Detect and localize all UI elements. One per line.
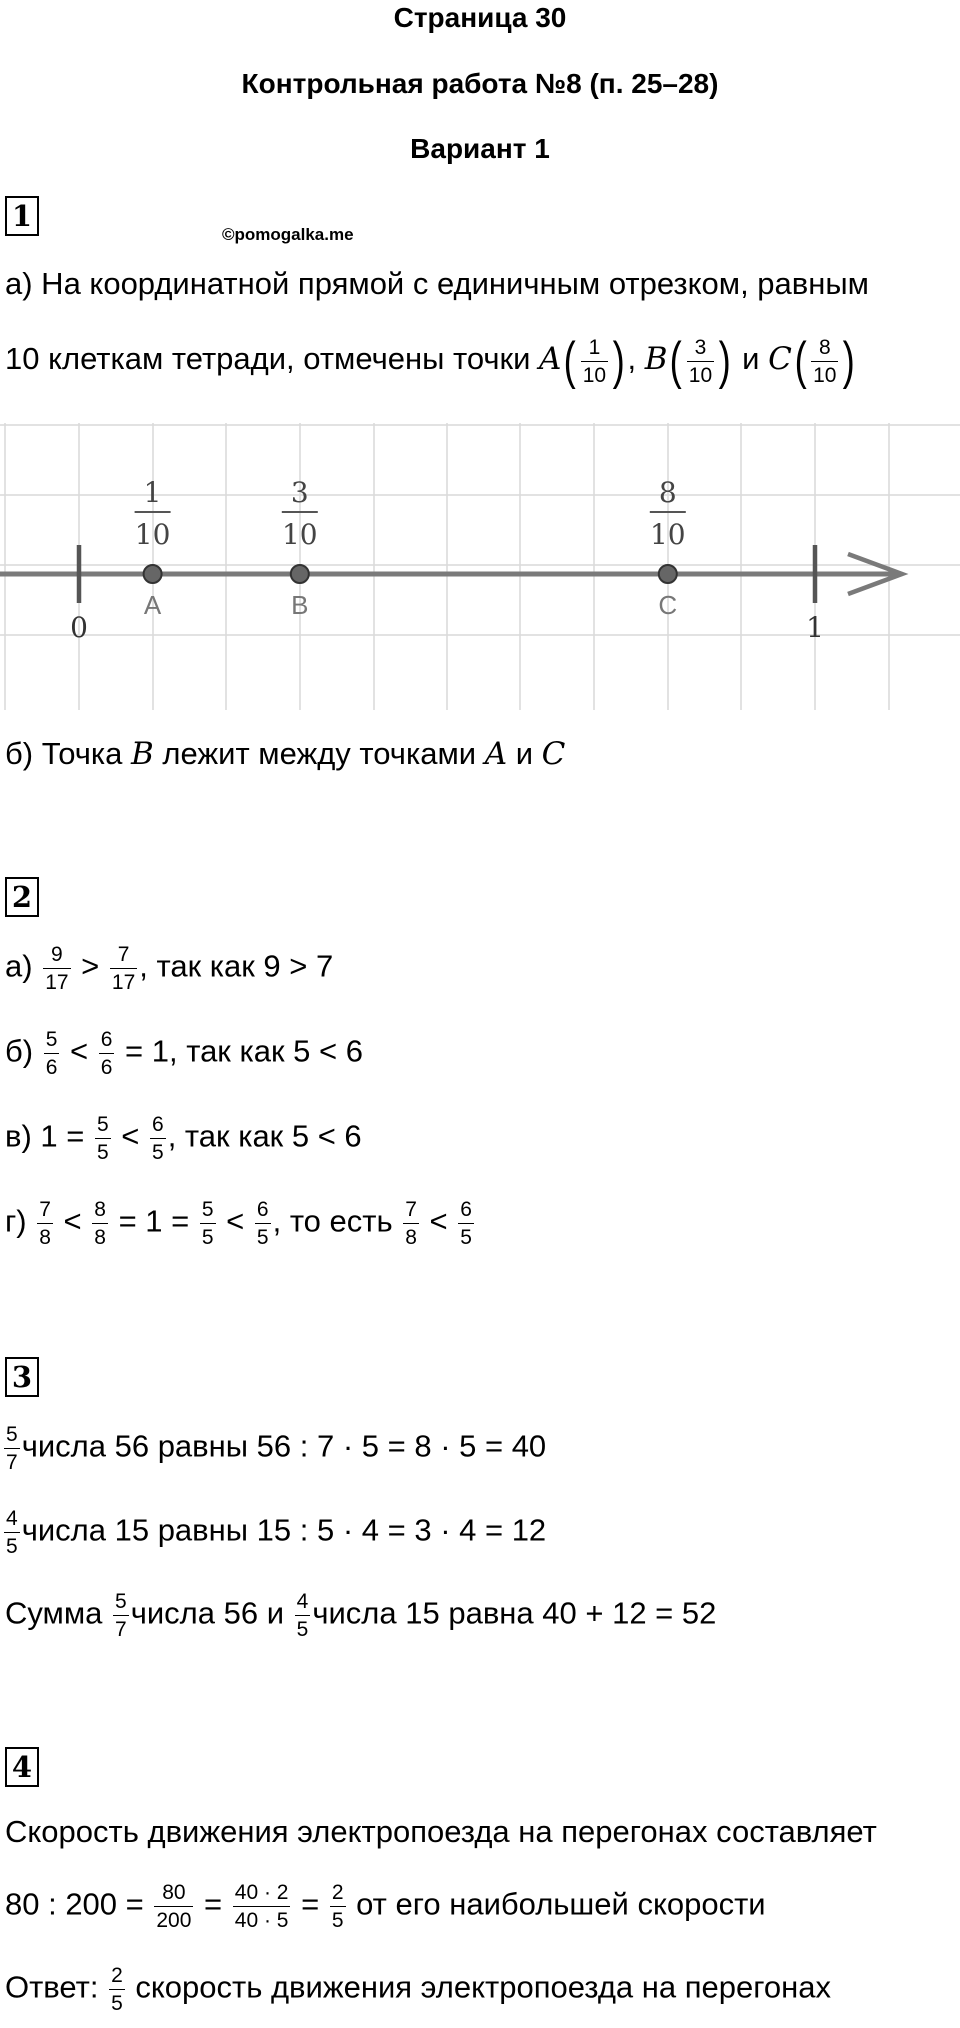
label-one: 1	[806, 611, 824, 644]
op: <	[61, 1033, 97, 1069]
num: 5	[200, 1199, 216, 1224]
tail: числа 15 равна 40 + 12 = 52	[312, 1595, 717, 1631]
den: 7	[6, 1451, 18, 1474]
prefix: Ответ:	[5, 1969, 108, 2005]
den: 5	[296, 1618, 309, 1641]
den: 40 · 5	[234, 1909, 289, 1932]
den: 5	[6, 1535, 18, 1558]
point-b-label: B	[644, 341, 668, 378]
num: 7	[37, 1199, 53, 1224]
task3-line3	[5, 1591, 716, 1640]
den: 8	[39, 1226, 51, 1249]
num: 2	[330, 1882, 346, 1907]
frac-b-num: 3	[687, 337, 714, 362]
den: 17	[111, 971, 136, 994]
point-b-marker	[291, 565, 309, 583]
frac-c-num: 8	[811, 337, 838, 362]
num: 4	[4, 1508, 20, 1533]
task1-a-line2-text: 10 клеткам тетради, отмечены точки	[5, 341, 540, 377]
tail: , так как 5 < 6	[167, 1118, 362, 1154]
den: 8	[94, 1226, 106, 1249]
den: 200	[156, 1909, 192, 1932]
den: 6	[100, 1056, 113, 1079]
and-word: и	[742, 341, 760, 377]
task2-a	[5, 944, 333, 993]
task4-line1: Скорость движения электропоезда на перегонах составляет	[5, 1814, 877, 1849]
num: 4	[295, 1591, 311, 1616]
num: 8	[92, 1199, 108, 1224]
task-number-3: 3	[5, 1357, 39, 1397]
den: 5	[111, 1992, 123, 2015]
point-a-numerator: 1	[143, 476, 162, 509]
text: числа 15 равны 15 : 5 · 4 = 3 · 4 = 12	[21, 1512, 547, 1548]
eq: =	[195, 1886, 231, 1922]
op: <	[420, 1203, 457, 1239]
variant-title: Вариант 1	[410, 133, 550, 164]
tail: , так как 9 > 7	[139, 948, 334, 984]
num: 5	[4, 1424, 20, 1449]
op: <	[54, 1203, 91, 1239]
work-title: Контрольная работа №8 (п. 25–28)	[241, 68, 719, 99]
point-b-numerator: 3	[290, 476, 309, 509]
task2-b	[5, 1029, 363, 1078]
den: 5	[460, 1226, 472, 1249]
b-prefix: б) Точка	[5, 736, 132, 771]
task2-c	[5, 1114, 362, 1163]
page-title: Страница 30	[393, 2, 567, 33]
b-point-a: A	[484, 736, 508, 772]
frac-c-den: 10	[813, 363, 837, 387]
den: 5	[331, 1909, 344, 1932]
num: 6	[458, 1199, 474, 1224]
den: 17	[45, 971, 69, 994]
tail: от его наибольшей скорости	[347, 1886, 766, 1922]
frac-b-den: 10	[688, 363, 713, 387]
num: 5	[44, 1029, 60, 1054]
text: числа 56 равны 56 : 7 · 5 = 8 · 5 = 40	[21, 1428, 547, 1464]
point-c-denominator: 10	[649, 518, 686, 551]
task-number-2: 2	[5, 877, 39, 917]
num: 2	[109, 1965, 125, 1990]
point-c-label: C	[768, 341, 792, 378]
watermark: ©pomogalka.me	[222, 225, 354, 244]
op: <	[112, 1118, 149, 1154]
point-c-letter: C	[658, 590, 678, 620]
num: 80	[154, 1882, 193, 1907]
prefix: Сумма	[5, 1595, 112, 1631]
tail: скорость движения электропоезда на перегонах	[126, 1969, 831, 2005]
task-number-1: 1	[5, 196, 39, 236]
num: 40 · 2	[233, 1882, 291, 1907]
num: 7	[110, 944, 137, 969]
mid: = 1 =	[109, 1203, 198, 1239]
tail: = 1, так как 5 < 6	[116, 1033, 363, 1069]
den: 5	[256, 1226, 269, 1249]
prefix: б)	[5, 1033, 42, 1069]
num: 9	[43, 944, 70, 969]
prefix: а)	[5, 948, 42, 984]
point-a-label: A	[539, 341, 562, 378]
mid: числа 56 и	[130, 1595, 293, 1631]
point-c-numerator: 8	[658, 476, 677, 509]
den: 6	[45, 1056, 58, 1079]
frac-a-den: 10	[582, 363, 607, 387]
num: 5	[95, 1114, 111, 1139]
task4-line2	[5, 1882, 766, 1931]
point-c-marker	[659, 565, 677, 583]
den: 5	[152, 1141, 164, 1164]
b-point-c: C	[541, 736, 566, 772]
den: 8	[405, 1226, 417, 1249]
frac-a-num: 1	[581, 337, 608, 362]
point-b-letter: B	[291, 590, 309, 620]
point-a-letter: A	[143, 590, 162, 620]
op: <	[217, 1203, 253, 1239]
task1-a-line1: а) На координатной прямой с единичным отрезком, равным	[5, 266, 869, 301]
b-and: и	[507, 736, 542, 771]
task-number-4: 4	[5, 1747, 39, 1787]
num: 7	[403, 1199, 419, 1224]
num: 5	[113, 1591, 129, 1616]
b-mid: лежит между точками	[153, 736, 485, 771]
comma: ,	[627, 341, 637, 377]
task1-b-line	[5, 736, 565, 772]
num: 6	[150, 1114, 166, 1139]
prefix: г)	[5, 1203, 36, 1239]
label-zero: 0	[70, 611, 88, 644]
den: 5	[201, 1226, 214, 1249]
prefix: 80 : 200 =	[5, 1886, 153, 1922]
b-point-b: B	[131, 736, 154, 772]
point-b-denominator: 10	[281, 518, 318, 551]
mid: , то есть	[272, 1203, 402, 1239]
op: >	[72, 948, 108, 984]
num: 6	[99, 1029, 115, 1054]
task3-line2	[2, 1508, 546, 1557]
point-a-denominator: 10	[134, 518, 171, 551]
num: 6	[255, 1199, 271, 1224]
eq: =	[292, 1886, 328, 1922]
task4-line3	[5, 1965, 831, 2014]
prefix: в) 1 =	[5, 1118, 93, 1154]
task3-line1	[2, 1424, 546, 1473]
point-a-marker	[144, 565, 162, 583]
den: 5	[96, 1141, 109, 1164]
number-line-figure	[0, 420, 960, 715]
task1-a-line2: 10 клеткам тетради, отмечены точки A( $\frac{1}{10}$ ), B( $\frac{3}{10}$ ) и C( $\frac{8}{10}$ )	[5, 332, 856, 390]
task2-d	[5, 1199, 476, 1248]
den: 7	[115, 1618, 127, 1641]
number-line-points	[135, 476, 686, 620]
